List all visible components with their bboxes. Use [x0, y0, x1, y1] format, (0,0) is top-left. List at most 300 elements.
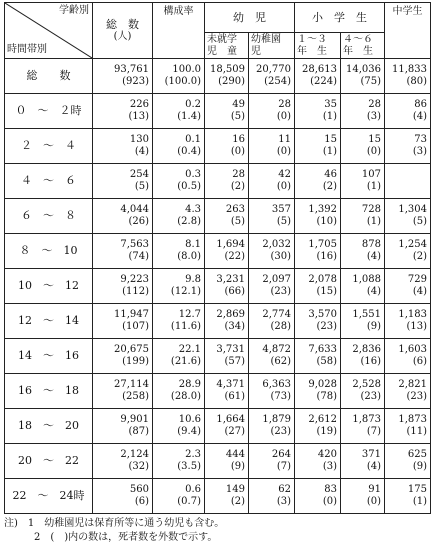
total-cell	[93, 304, 153, 339]
ratio-cell	[153, 304, 205, 339]
junior-high-fatalities: (2)	[412, 251, 427, 262]
total-fatalities: (923)	[122, 76, 149, 87]
total-cell	[93, 269, 153, 304]
grade-1-3-cell	[295, 164, 341, 199]
preschool-cell	[205, 409, 249, 444]
total-fatalities: (32)	[128, 461, 149, 472]
preschool-cell	[205, 444, 249, 479]
kindergarten-cell	[249, 94, 295, 129]
junior-high-fatalities: (4)	[412, 286, 427, 297]
total-cell	[93, 164, 153, 199]
grade-4-6-cell	[341, 479, 385, 514]
preschool-fatalities: (34)	[224, 321, 245, 332]
time-band-cell: ０ ～ ２時	[5, 94, 93, 129]
kindergarten-fatalities: (0)	[276, 146, 291, 157]
kindergarten-fatalities: (3)	[276, 496, 291, 507]
grade-4-6-fatalities: (4)	[366, 251, 381, 262]
ratio-cell	[153, 339, 205, 374]
grade-4-6-cell	[341, 59, 385, 94]
total-fatalities: (26)	[128, 216, 149, 227]
preschool-cell	[205, 234, 249, 269]
grade-4-6-fatalities: (4)	[366, 461, 381, 472]
grade-4-6-cell	[341, 199, 385, 234]
junior-high-fatalities: (13)	[406, 321, 427, 332]
junior-high-cell	[385, 234, 431, 269]
header-infant: 幼 児	[205, 3, 295, 33]
kindergarten-cell	[249, 479, 295, 514]
preschool-value: 4,371	[216, 379, 245, 390]
grade-1-3-cell	[295, 444, 341, 479]
grade-4-6-fatalities: (3)	[366, 111, 381, 122]
junior-high-value: 175	[407, 484, 427, 495]
grade-1-3-value: 7,633	[308, 344, 337, 355]
total-value: 4,044	[120, 204, 149, 215]
total-fatalities: (5)	[134, 181, 149, 192]
grade-1-3-value: 15	[324, 134, 337, 145]
grade-4-6-value: 728	[361, 204, 381, 215]
time-band-cell: 10 ～ 12	[5, 269, 93, 304]
header-total-label: 総 数	[106, 17, 139, 31]
ratio-fatalities: (1.4)	[177, 111, 201, 122]
preschool-cell	[205, 164, 249, 199]
grade-1-3-cell	[295, 94, 341, 129]
grade-4-6-value: 878	[361, 239, 381, 250]
table-row	[5, 129, 431, 164]
traffic-accident-table-page	[4, 2, 430, 545]
preschool-value: 3,231	[216, 274, 245, 285]
total-fatalities: (107)	[122, 321, 149, 332]
preschool-cell	[205, 269, 249, 304]
grade-4-6-cell	[341, 234, 385, 269]
header-grade-1-3-line1: １～３	[297, 33, 327, 45]
grade-1-3-cell	[295, 339, 341, 374]
total-fatalities: (6)	[134, 496, 149, 507]
preschool-fatalities: (0)	[230, 146, 245, 157]
total-fatalities: (74)	[128, 251, 149, 262]
junior-high-cell	[385, 304, 431, 339]
grade-1-3-value: 2,078	[308, 274, 337, 285]
time-band-cell: 14 ～ 16	[5, 339, 93, 374]
grade-4-6-value: 371	[361, 449, 381, 460]
ratio-value: 100.0	[172, 64, 201, 75]
header-preschool-line1: 未就学	[207, 33, 237, 45]
total-value: 226	[129, 99, 149, 110]
header-preschool	[205, 33, 249, 59]
header-ratio: 構成率	[153, 3, 205, 59]
preschool-value: 2,869	[216, 309, 245, 320]
grade-1-3-fatalities: (0)	[322, 496, 337, 507]
kindergarten-fatalities: (0)	[276, 111, 291, 122]
kindergarten-fatalities: (73)	[270, 391, 291, 402]
time-band-cell: 16 ～ 18	[5, 374, 93, 409]
kindergarten-value: 264	[271, 449, 291, 460]
kindergarten-cell	[249, 444, 295, 479]
grade-4-6-value: 28	[368, 99, 381, 110]
grade-4-6-fatalities: (0)	[366, 146, 381, 157]
total-cell	[93, 339, 153, 374]
ratio-value: 0.6	[185, 484, 201, 495]
grade-1-3-value: 46	[324, 169, 337, 180]
junior-high-cell	[385, 59, 431, 94]
total-cell	[93, 199, 153, 234]
header-grade-1-3	[295, 33, 341, 59]
grade-1-3-value: 3,570	[308, 309, 337, 320]
ratio-value: 28.9	[178, 379, 201, 390]
grade-4-6-value: 2,836	[352, 344, 381, 355]
table-row	[5, 339, 431, 374]
kindergarten-fatalities: (28)	[270, 321, 291, 332]
junior-high-value: 73	[414, 134, 427, 145]
header-preschool-line2: 児 童	[207, 45, 237, 57]
junior-high-value: 729	[407, 274, 427, 285]
total-value: 11,947	[114, 309, 149, 320]
grade-4-6-value: 1,551	[352, 309, 381, 320]
ratio-cell	[153, 164, 205, 199]
kindergarten-fatalities: (5)	[276, 216, 291, 227]
total-value: 9,223	[120, 274, 149, 285]
junior-high-cell	[385, 164, 431, 199]
table-row	[5, 94, 431, 129]
grade-1-3-fatalities: (1)	[322, 111, 337, 122]
total-cell	[93, 444, 153, 479]
time-band-cell: 18 ～ 20	[5, 409, 93, 444]
kindergarten-fatalities: (23)	[270, 286, 291, 297]
kindergarten-fatalities: (254)	[264, 76, 291, 87]
ratio-value: 10.6	[178, 414, 201, 425]
total-fatalities: (87)	[128, 426, 149, 437]
junior-high-fatalities: (23)	[406, 391, 427, 402]
kindergarten-cell	[249, 304, 295, 339]
preschool-value: 263	[225, 204, 245, 215]
ratio-fatalities: (9.4)	[177, 426, 201, 437]
kindergarten-cell	[249, 234, 295, 269]
ratio-fatalities: (0.7)	[177, 496, 201, 507]
total-fatalities: (4)	[134, 146, 149, 157]
total-value: 9,901	[120, 414, 149, 425]
ratio-value: 0.3	[185, 169, 201, 180]
preschool-fatalities: (2)	[230, 496, 245, 507]
ratio-value: 8.1	[185, 239, 201, 250]
junior-high-cell	[385, 199, 431, 234]
grade-4-6-cell	[341, 129, 385, 164]
grade-4-6-value: 2,528	[352, 379, 381, 390]
ratio-fatalities: (0.4)	[177, 146, 201, 157]
junior-high-value: 625	[407, 449, 427, 460]
ratio-cell	[153, 94, 205, 129]
grade-4-6-fatalities: (0)	[366, 496, 381, 507]
grade-1-3-cell	[295, 374, 341, 409]
junior-high-cell	[385, 339, 431, 374]
ratio-value: 22.1	[178, 344, 201, 355]
kindergarten-value: 2,032	[262, 239, 291, 250]
grade-1-3-fatalities: (224)	[310, 76, 337, 87]
ratio-cell	[153, 269, 205, 304]
ratio-fatalities: (28.0)	[170, 391, 201, 402]
junior-high-cell	[385, 94, 431, 129]
grade-4-6-fatalities: (9)	[366, 321, 381, 332]
junior-high-cell	[385, 374, 431, 409]
preschool-fatalities: (61)	[224, 391, 245, 402]
header-kindergarten-line1: 幼稚園	[251, 33, 281, 45]
header-grade-4-6-line2: 年 生	[343, 45, 373, 57]
time-band-cell: ２ ～ ４	[5, 129, 93, 164]
preschool-cell	[205, 94, 249, 129]
casualties-by-time-table	[4, 2, 431, 514]
total-value: 7,563	[120, 239, 149, 250]
total-cell	[93, 234, 153, 269]
grade-1-3-value: 83	[324, 484, 337, 495]
junior-high-fatalities: (4)	[412, 111, 427, 122]
table-row	[5, 269, 431, 304]
header-total	[93, 3, 153, 59]
ratio-fatalities: (2.8)	[177, 216, 201, 227]
kindergarten-value: 42	[278, 169, 291, 180]
kindergarten-fatalities: (7)	[276, 461, 291, 472]
preschool-value: 3,731	[216, 344, 245, 355]
junior-high-cell	[385, 269, 431, 304]
table-row	[5, 444, 431, 479]
ratio-fatalities: (3.5)	[177, 461, 201, 472]
grade-1-3-value: 1,705	[308, 239, 337, 250]
preschool-fatalities: (290)	[218, 76, 245, 87]
junior-high-value: 1,304	[398, 204, 427, 215]
preschool-fatalities: (5)	[230, 216, 245, 227]
note-2: 2 ( )内の数は，死者数を外数で示す。	[4, 532, 218, 543]
preschool-value: 28	[232, 169, 245, 180]
grade-4-6-cell	[341, 269, 385, 304]
kindergarten-cell	[249, 269, 295, 304]
time-band-cell: 22 ～ 24時	[5, 479, 93, 514]
grade-4-6-fatalities: (7)	[366, 426, 381, 437]
junior-high-value: 1,873	[398, 414, 427, 425]
grade-4-6-fatalities: (1)	[366, 216, 381, 227]
ratio-fatalities: (0.5)	[177, 181, 201, 192]
kindergarten-value: 4,872	[262, 344, 291, 355]
grade-1-3-value: 9,028	[308, 379, 337, 390]
grade-4-6-cell	[341, 409, 385, 444]
junior-high-value: 86	[414, 99, 427, 110]
time-band-cell: ８ ～ 10	[5, 234, 93, 269]
grade-1-3-value: 28,613	[302, 64, 337, 75]
total-cell	[93, 409, 153, 444]
time-band-cell: 20 ～ 22	[5, 444, 93, 479]
grade-4-6-value: 91	[368, 484, 381, 495]
total-fatalities: (199)	[122, 356, 149, 367]
grade-1-3-fatalities: (15)	[316, 286, 337, 297]
grade-4-6-fatalities: (75)	[360, 76, 381, 87]
grade-1-3-fatalities: (3)	[322, 461, 337, 472]
preschool-value: 49	[232, 99, 245, 110]
junior-high-fatalities: (80)	[406, 76, 427, 87]
ratio-cell	[153, 479, 205, 514]
kindergarten-cell	[249, 164, 295, 199]
kindergarten-cell	[249, 339, 295, 374]
preschool-fatalities: (2)	[230, 181, 245, 192]
total-cell	[93, 129, 153, 164]
corner-header-cell	[5, 3, 93, 59]
grade-4-6-value: 1,873	[352, 414, 381, 425]
grade-1-3-fatalities: (58)	[316, 356, 337, 367]
grade-4-6-fatalities: (16)	[360, 356, 381, 367]
junior-high-fatalities: (5)	[412, 216, 427, 227]
ratio-cell	[153, 409, 205, 444]
preschool-fatalities: (9)	[230, 461, 245, 472]
junior-high-fatalities: (6)	[412, 356, 427, 367]
header-grade-4-6-line1: ４～６	[343, 33, 373, 45]
grade-1-3-cell	[295, 269, 341, 304]
ratio-value: 0.2	[185, 99, 201, 110]
grade-1-3-fatalities: (10)	[316, 216, 337, 227]
grade-1-3-cell	[295, 409, 341, 444]
junior-high-cell	[385, 444, 431, 479]
junior-high-cell	[385, 129, 431, 164]
grade-1-3-cell	[295, 59, 341, 94]
header-kindergarten-line2: 児	[251, 45, 261, 57]
grade-4-6-fatalities: (4)	[366, 286, 381, 297]
preschool-value: 16	[232, 134, 245, 145]
preschool-cell	[205, 374, 249, 409]
junior-high-cell	[385, 409, 431, 444]
grade-1-3-value: 420	[317, 449, 337, 460]
junior-high-fatalities: (1)	[412, 496, 427, 507]
ratio-cell	[153, 234, 205, 269]
ratio-cell	[153, 59, 205, 94]
kindergarten-value: 20,770	[256, 64, 291, 75]
junior-high-value: 1,183	[398, 309, 427, 320]
total-value: 20,675	[114, 344, 149, 355]
preschool-cell	[205, 479, 249, 514]
junior-high-fatalities: (3)	[412, 146, 427, 157]
time-band-cell: ６ ～ ８	[5, 199, 93, 234]
kindergarten-value: 6,363	[262, 379, 291, 390]
corner-time-label: 時間帯別	[7, 44, 47, 55]
table-row	[5, 409, 431, 444]
total-fatalities: (13)	[128, 111, 149, 122]
grade-1-3-cell	[295, 199, 341, 234]
kindergarten-fatalities: (0)	[276, 181, 291, 192]
grade-4-6-cell	[341, 444, 385, 479]
grade-1-3-value: 2,612	[308, 414, 337, 425]
junior-high-fatalities: (11)	[406, 426, 427, 437]
grade-1-3-cell	[295, 304, 341, 339]
preschool-value: 18,509	[210, 64, 245, 75]
preschool-cell	[205, 129, 249, 164]
ratio-cell	[153, 129, 205, 164]
kindergarten-fatalities: (30)	[270, 251, 291, 262]
grade-1-3-fatalities: (23)	[316, 321, 337, 332]
ratio-fatalities: (21.6)	[170, 356, 201, 367]
grade-1-3-fatalities: (2)	[322, 181, 337, 192]
preschool-cell	[205, 339, 249, 374]
table-row	[5, 234, 431, 269]
table-row	[5, 304, 431, 339]
table-row	[5, 59, 431, 94]
kindergarten-cell	[249, 59, 295, 94]
kindergarten-value: 1,879	[262, 414, 291, 425]
ratio-fatalities: (8.0)	[177, 251, 201, 262]
grade-4-6-cell	[341, 94, 385, 129]
grade-4-6-cell	[341, 304, 385, 339]
grade-4-6-fatalities: (23)	[360, 391, 381, 402]
preschool-value: 444	[225, 449, 245, 460]
table-row	[5, 374, 431, 409]
ratio-cell	[153, 374, 205, 409]
total-value: 27,114	[114, 379, 149, 390]
header-kindergarten	[249, 33, 295, 59]
preschool-cell	[205, 199, 249, 234]
ratio-value: 9.8	[185, 274, 201, 285]
kindergarten-cell	[249, 129, 295, 164]
preschool-cell	[205, 304, 249, 339]
grade-1-3-fatalities: (78)	[316, 391, 337, 402]
table-row	[5, 164, 431, 199]
grade-4-6-cell	[341, 164, 385, 199]
kindergarten-value: 62	[278, 484, 291, 495]
ratio-fatalities: (100.0)	[164, 76, 201, 87]
junior-high-value: 1,603	[398, 344, 427, 355]
table-row	[5, 479, 431, 514]
kindergarten-value: 2,097	[262, 274, 291, 285]
time-band-cell: 12 ～ 14	[5, 304, 93, 339]
grade-1-3-value: 1,392	[308, 204, 337, 215]
grade-1-3-cell	[295, 234, 341, 269]
total-cell	[93, 94, 153, 129]
preschool-fatalities: (5)	[230, 111, 245, 122]
kindergarten-cell	[249, 409, 295, 444]
kindergarten-value: 357	[271, 204, 291, 215]
time-band-cell: ４ ～ ６	[5, 164, 93, 199]
total-value: 560	[129, 484, 149, 495]
header-junior-high: 中学生	[385, 3, 431, 59]
preschool-cell	[205, 59, 249, 94]
header-total-unit: (人)	[113, 30, 132, 42]
total-fatalities: (112)	[122, 286, 149, 297]
corner-age-label: 学齢別	[59, 5, 89, 16]
preschool-fatalities: (57)	[224, 356, 245, 367]
grade-1-3-fatalities: (16)	[316, 251, 337, 262]
kindergarten-value: 28	[278, 99, 291, 110]
ratio-fatalities: (12.1)	[170, 286, 201, 297]
junior-high-value: 2,821	[398, 379, 427, 390]
preschool-value: 1,664	[216, 414, 245, 425]
junior-high-fatalities: (9)	[412, 461, 427, 472]
grade-1-3-cell	[295, 129, 341, 164]
junior-high-value: 11,833	[392, 64, 427, 75]
total-value: 254	[129, 169, 149, 180]
kindergarten-fatalities: (62)	[270, 356, 291, 367]
table-notes	[4, 517, 430, 545]
total-value: 2,124	[120, 449, 149, 460]
total-value: 93,761	[114, 64, 149, 75]
kindergarten-cell	[249, 199, 295, 234]
kindergarten-fatalities: (23)	[270, 426, 291, 437]
grade-4-6-value: 107	[361, 169, 381, 180]
total-cell	[93, 479, 153, 514]
preschool-fatalities: (27)	[224, 426, 245, 437]
total-fatalities: (258)	[122, 391, 149, 402]
total-cell	[93, 59, 153, 94]
ratio-fatalities: (11.6)	[170, 321, 201, 332]
total-value: 130	[129, 134, 149, 145]
header-grade-1-3-line2: 年 生	[297, 45, 327, 57]
note-1: 注) 1 幼稚園児は保育所等に通う幼児も含む。	[4, 518, 225, 529]
grade-4-6-fatalities: (1)	[366, 181, 381, 192]
grade-4-6-value: 15	[368, 134, 381, 145]
kindergarten-value: 2,774	[262, 309, 291, 320]
kindergarten-cell	[249, 374, 295, 409]
header-grade-4-6	[341, 33, 385, 59]
ratio-value: 4.3	[185, 204, 201, 215]
